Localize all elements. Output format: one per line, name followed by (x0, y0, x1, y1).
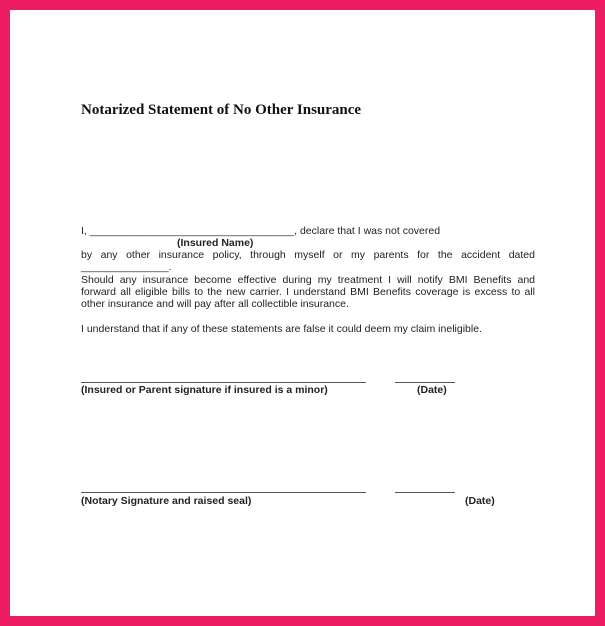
declaration-line-2: by any other insurance policy, through myself or my parents for the accident dated (81, 249, 535, 261)
insured-date-label: (Date) (417, 384, 447, 396)
insured-name-label: (Insured Name) (177, 237, 254, 249)
document-title: Notarized Statement of No Other Insurance (81, 102, 362, 118)
insured-signature-label: (Insured or Parent signature if insured is a minor) (81, 384, 328, 396)
insured-signature-line (81, 382, 366, 383)
notary-signature-line (81, 492, 366, 493)
insured-date-line (395, 382, 455, 383)
declaration-line-1: I, ___________________________________, declare that I was not covered (81, 225, 441, 237)
notary-signature-label: (Notary Signature and raised seal) (81, 495, 252, 507)
declaration-line-3: Should any insurance become effective during my treatment I will notify BMI Benefits and (81, 274, 535, 286)
accident-date-blank: _______________. (81, 261, 172, 273)
declaration-line-5: other insurance and will pay after all collectible insurance. (81, 298, 349, 310)
notary-date-label: (Date) (465, 495, 495, 507)
understand-statement: I understand that if any of these statements are false it could deem my claim ineligible. (81, 323, 482, 335)
declaration-line-4: forward all eligible bills to the new carrier. I understand BMI Benefits coverage is excess to all (81, 286, 535, 298)
notary-date-line (395, 492, 455, 493)
